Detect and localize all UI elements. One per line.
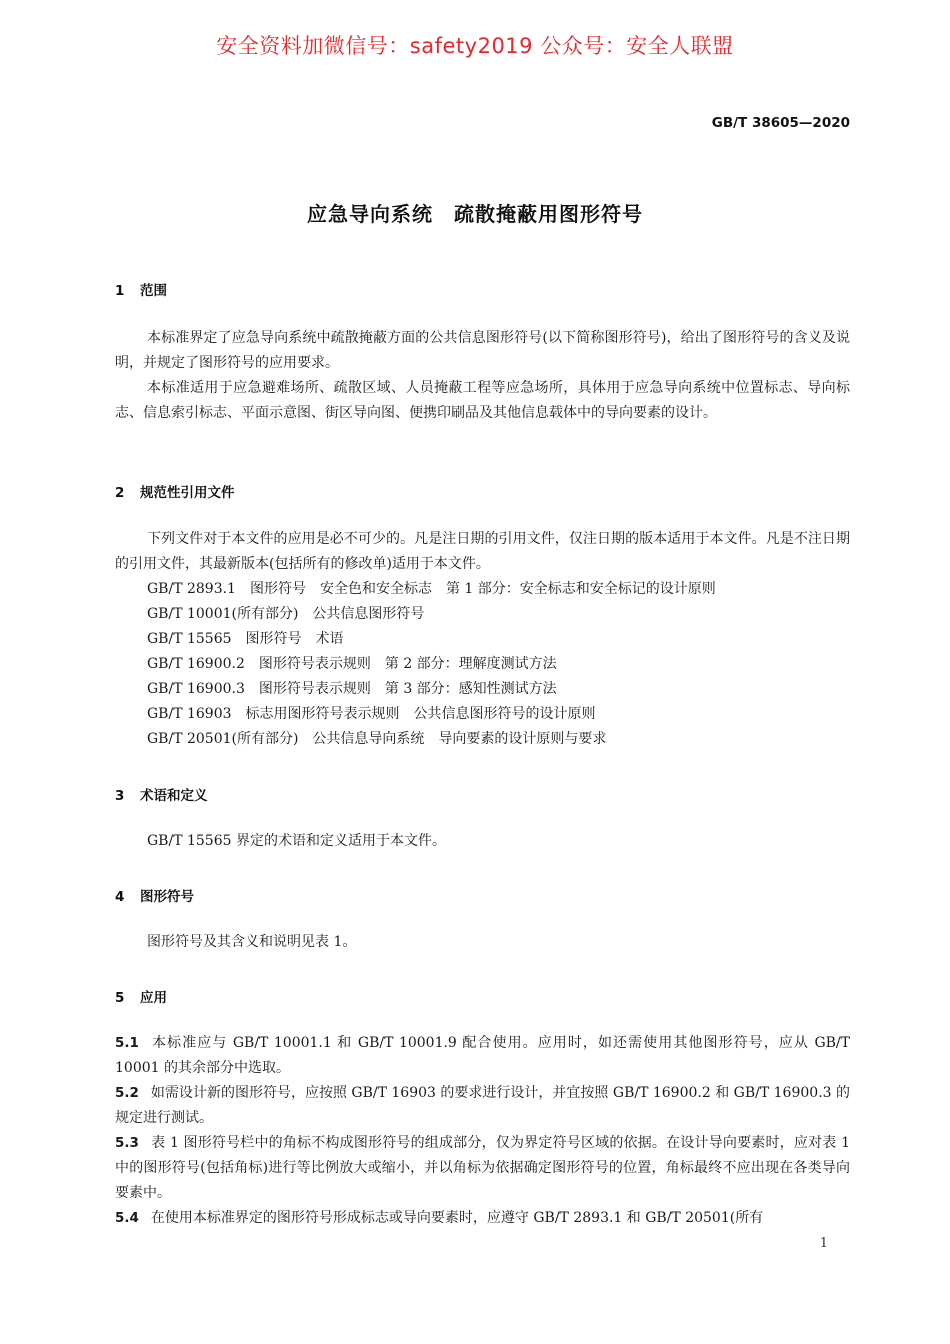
- reference-item: GB/T 16903 标志用图形符号表示规则 公共信息图形符号的设计原则: [147, 706, 596, 722]
- reference-item: GB/T 16900.2 图形符号表示规则 第 2 部分：理解度测试方法: [147, 656, 557, 672]
- clause-number: 5.3: [115, 1135, 139, 1151]
- section-heading-application: [115, 986, 167, 1006]
- clause-5-3: [115, 1131, 850, 1206]
- watermark-banner: 安全资料加微信号：safety2019 公众号：安全人联盟: [216, 34, 734, 58]
- page-number: 1: [819, 1236, 828, 1251]
- clause-number: 5.4: [115, 1210, 139, 1226]
- document-title: 应急导向系统 疏散掩蔽用图形符号: [307, 202, 643, 226]
- standard-code: GB/T 38605—2020: [711, 115, 850, 131]
- section-number: 2: [115, 485, 125, 501]
- clause-text: 表 1 图形符号栏中的角标不构成图形符号的组成部分，仅为界定符号区域的依据。在设计导向要素时，应对表 1 中的图形符号(包括角标)进行等比例放大或缩小，并以角标为依据确定图形符号的位置，角标最终不应出现在各类导向要素中。: [115, 1135, 850, 1201]
- clause-5-2: [115, 1081, 850, 1131]
- reference-item: GB/T 15565 图形符号 术语: [147, 631, 344, 647]
- paragraph: 本标准适用于应急避难场所、疏散区域、人员掩蔽工程等应急场所，具体用于应急导向系统中位置标志、导向标志、信息索引标志、平面示意图、街区导向图、便携印刷品及其他信息载体中的导向要素的设计。: [115, 380, 850, 421]
- section-heading-terms: [115, 784, 208, 804]
- paragraph: 图形符号及其含义和说明见表 1。: [147, 934, 357, 950]
- clause-5-1: [115, 1031, 850, 1081]
- clause-text: 在使用本标准界定的图形符号形成标志或导向要素时，应遵守 GB/T 2893.1 和 GB/T 20501(所有: [150, 1210, 764, 1226]
- clause-number: 5.1: [115, 1035, 139, 1051]
- section-title: 范围: [140, 283, 167, 299]
- section-title: 应用: [140, 990, 167, 1006]
- clause-number: 5.2: [115, 1085, 139, 1101]
- section-number: 5: [115, 990, 125, 1006]
- section-title: 图形符号: [140, 889, 194, 905]
- section-title: 术语和定义: [140, 788, 208, 804]
- section-number: 1: [115, 283, 125, 299]
- section-title: 规范性引用文件: [140, 485, 235, 501]
- section-heading-normative-references: [115, 481, 235, 501]
- reference-item: GB/T 20501(所有部分) 公共信息导向系统 导向要素的设计原则与要求: [147, 731, 607, 747]
- clause-text: 如需设计新的图形符号，应按照 GB/T 16903 的要求进行设计，并宜按照 GB/T 16900.2 和 GB/T 16900.3 的规定进行测试。: [115, 1085, 850, 1126]
- clause-text: 本标准应与 GB/T 10001.1 和 GB/T 10001.9 配合使用。应用时，如还需使用其他图形符号，应从 GB/T 10001 的其余部分中选取。: [115, 1035, 850, 1076]
- paragraph: 本标准界定了应急导向系统中疏散掩蔽方面的公共信息图形符号(以下简称图形符号)，给出了图形符号的含义及说明，并规定了图形符号的应用要求。: [115, 330, 850, 371]
- reference-item: GB/T 10001(所有部分) 公共信息图形符号: [147, 606, 425, 622]
- clause-5-4: [115, 1206, 850, 1231]
- section-heading-graphical-symbols: [115, 885, 194, 905]
- section-number: 4: [115, 889, 125, 905]
- reference-item: GB/T 16900.3 图形符号表示规则 第 3 部分：感知性测试方法: [147, 681, 557, 697]
- paragraph: GB/T 15565 界定的术语和定义适用于本文件。: [147, 833, 446, 849]
- section-heading-scope: [115, 279, 167, 299]
- section-number: 3: [115, 788, 125, 804]
- paragraph: 下列文件对于本文件的应用是必不可少的。凡是注日期的引用文件，仅注日期的版本适用于本文件。凡是不注日期的引用文件，其最新版本(包括所有的修改单)适用于本文件。: [115, 531, 850, 572]
- reference-item: GB/T 2893.1 图形符号 安全色和安全标志 第 1 部分：安全标志和安全标记的设计原则: [147, 581, 716, 597]
